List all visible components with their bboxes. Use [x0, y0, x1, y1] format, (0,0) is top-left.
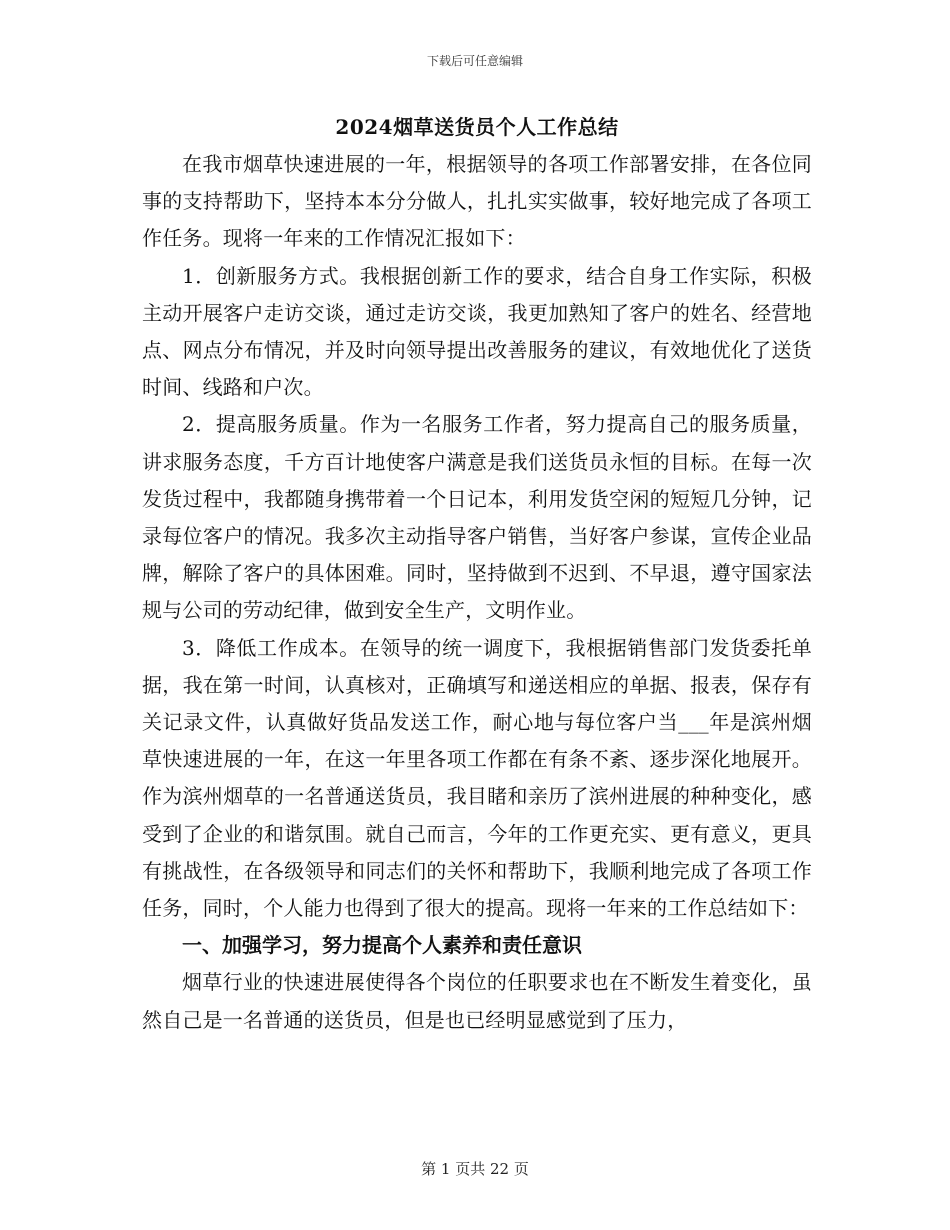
page-footer: 第 1 页共 22 页: [421, 1160, 529, 1178]
document-title: 2024烟草送货员个人工作总结: [335, 115, 619, 139]
paragraph-item-3: 3．降低工作成本。在领导的统一调度下，我根据销售部门发货委托单据，我在第一时间，认真核对，正确填写和递送相应的单据、报表，保存有关记录文件，认真做好货品发送工作，耐心地与每位客户当___年是滨州烟草快速进展的一年，在这一年里各项工作都在有条不紊、逐步深化地展开。作为滨州烟草的一名普通送货员，我目睹和亲历了滨州进展的种种变化，感受到了企业的和谐氛围。就自己而言，今年的工作更充实、更有意义，更具有挑战性，在各级领导和同志们的关怀和帮助下，我顺利地完成了各项工作任务，同时，个人能力也得到了很大的提高。现将一年来的工作总结如下：: [142, 635, 812, 921]
section-paragraph: 烟草行业的快速进展使得各个岗位的任职要求也在不断发生着变化，虽然自己是一名普通的送货员，但是也已经明显感觉到了压力，: [142, 970, 812, 1032]
paragraph-item-2: 2．提高服务质量。作为一名服务工作者，努力提高自己的服务质量，讲求服务态度，千方百计地使客户满意是我们送货员永恒的目标。在每一次发货过程中，我都随身携带着一个日记本，利用发货空闲的短短几分钟，记录每位客户的情况。我多次主动指导客户销售，当好客户参谋，宣传企业品牌，解除了客户的具体困难。同时，坚持做到不迟到、不早退，遵守国家法规与公司的劳动纪律，做到安全生产，文明作业。: [142, 412, 812, 623]
paragraph-intro: 在我市烟草快速进展的一年，根据领导的各项工作部署安排，在各位同事的支持帮助下，坚持本本分分做人，扎扎实实做事，较好地完成了各项工作任务。现将一年来的工作情况汇报如下：: [142, 152, 812, 251]
paragraph-item-1: 1．创新服务方式。我根据创新工作的要求，结合自身工作实际，积极主动开展客户走访交谈，通过走访交谈，我更加熟知了客户的姓名、经营地点、网点分布情况，并及时向领导提出改善服务的建议，有效地优化了送货时间、线路和户次。: [142, 263, 812, 400]
section-heading: 一、加强学习，努力提高个人素养和责任意识: [182, 933, 582, 958]
document-body: [142, 112, 812, 1039]
header-note: 下载后可任意编辑: [426, 54, 523, 68]
